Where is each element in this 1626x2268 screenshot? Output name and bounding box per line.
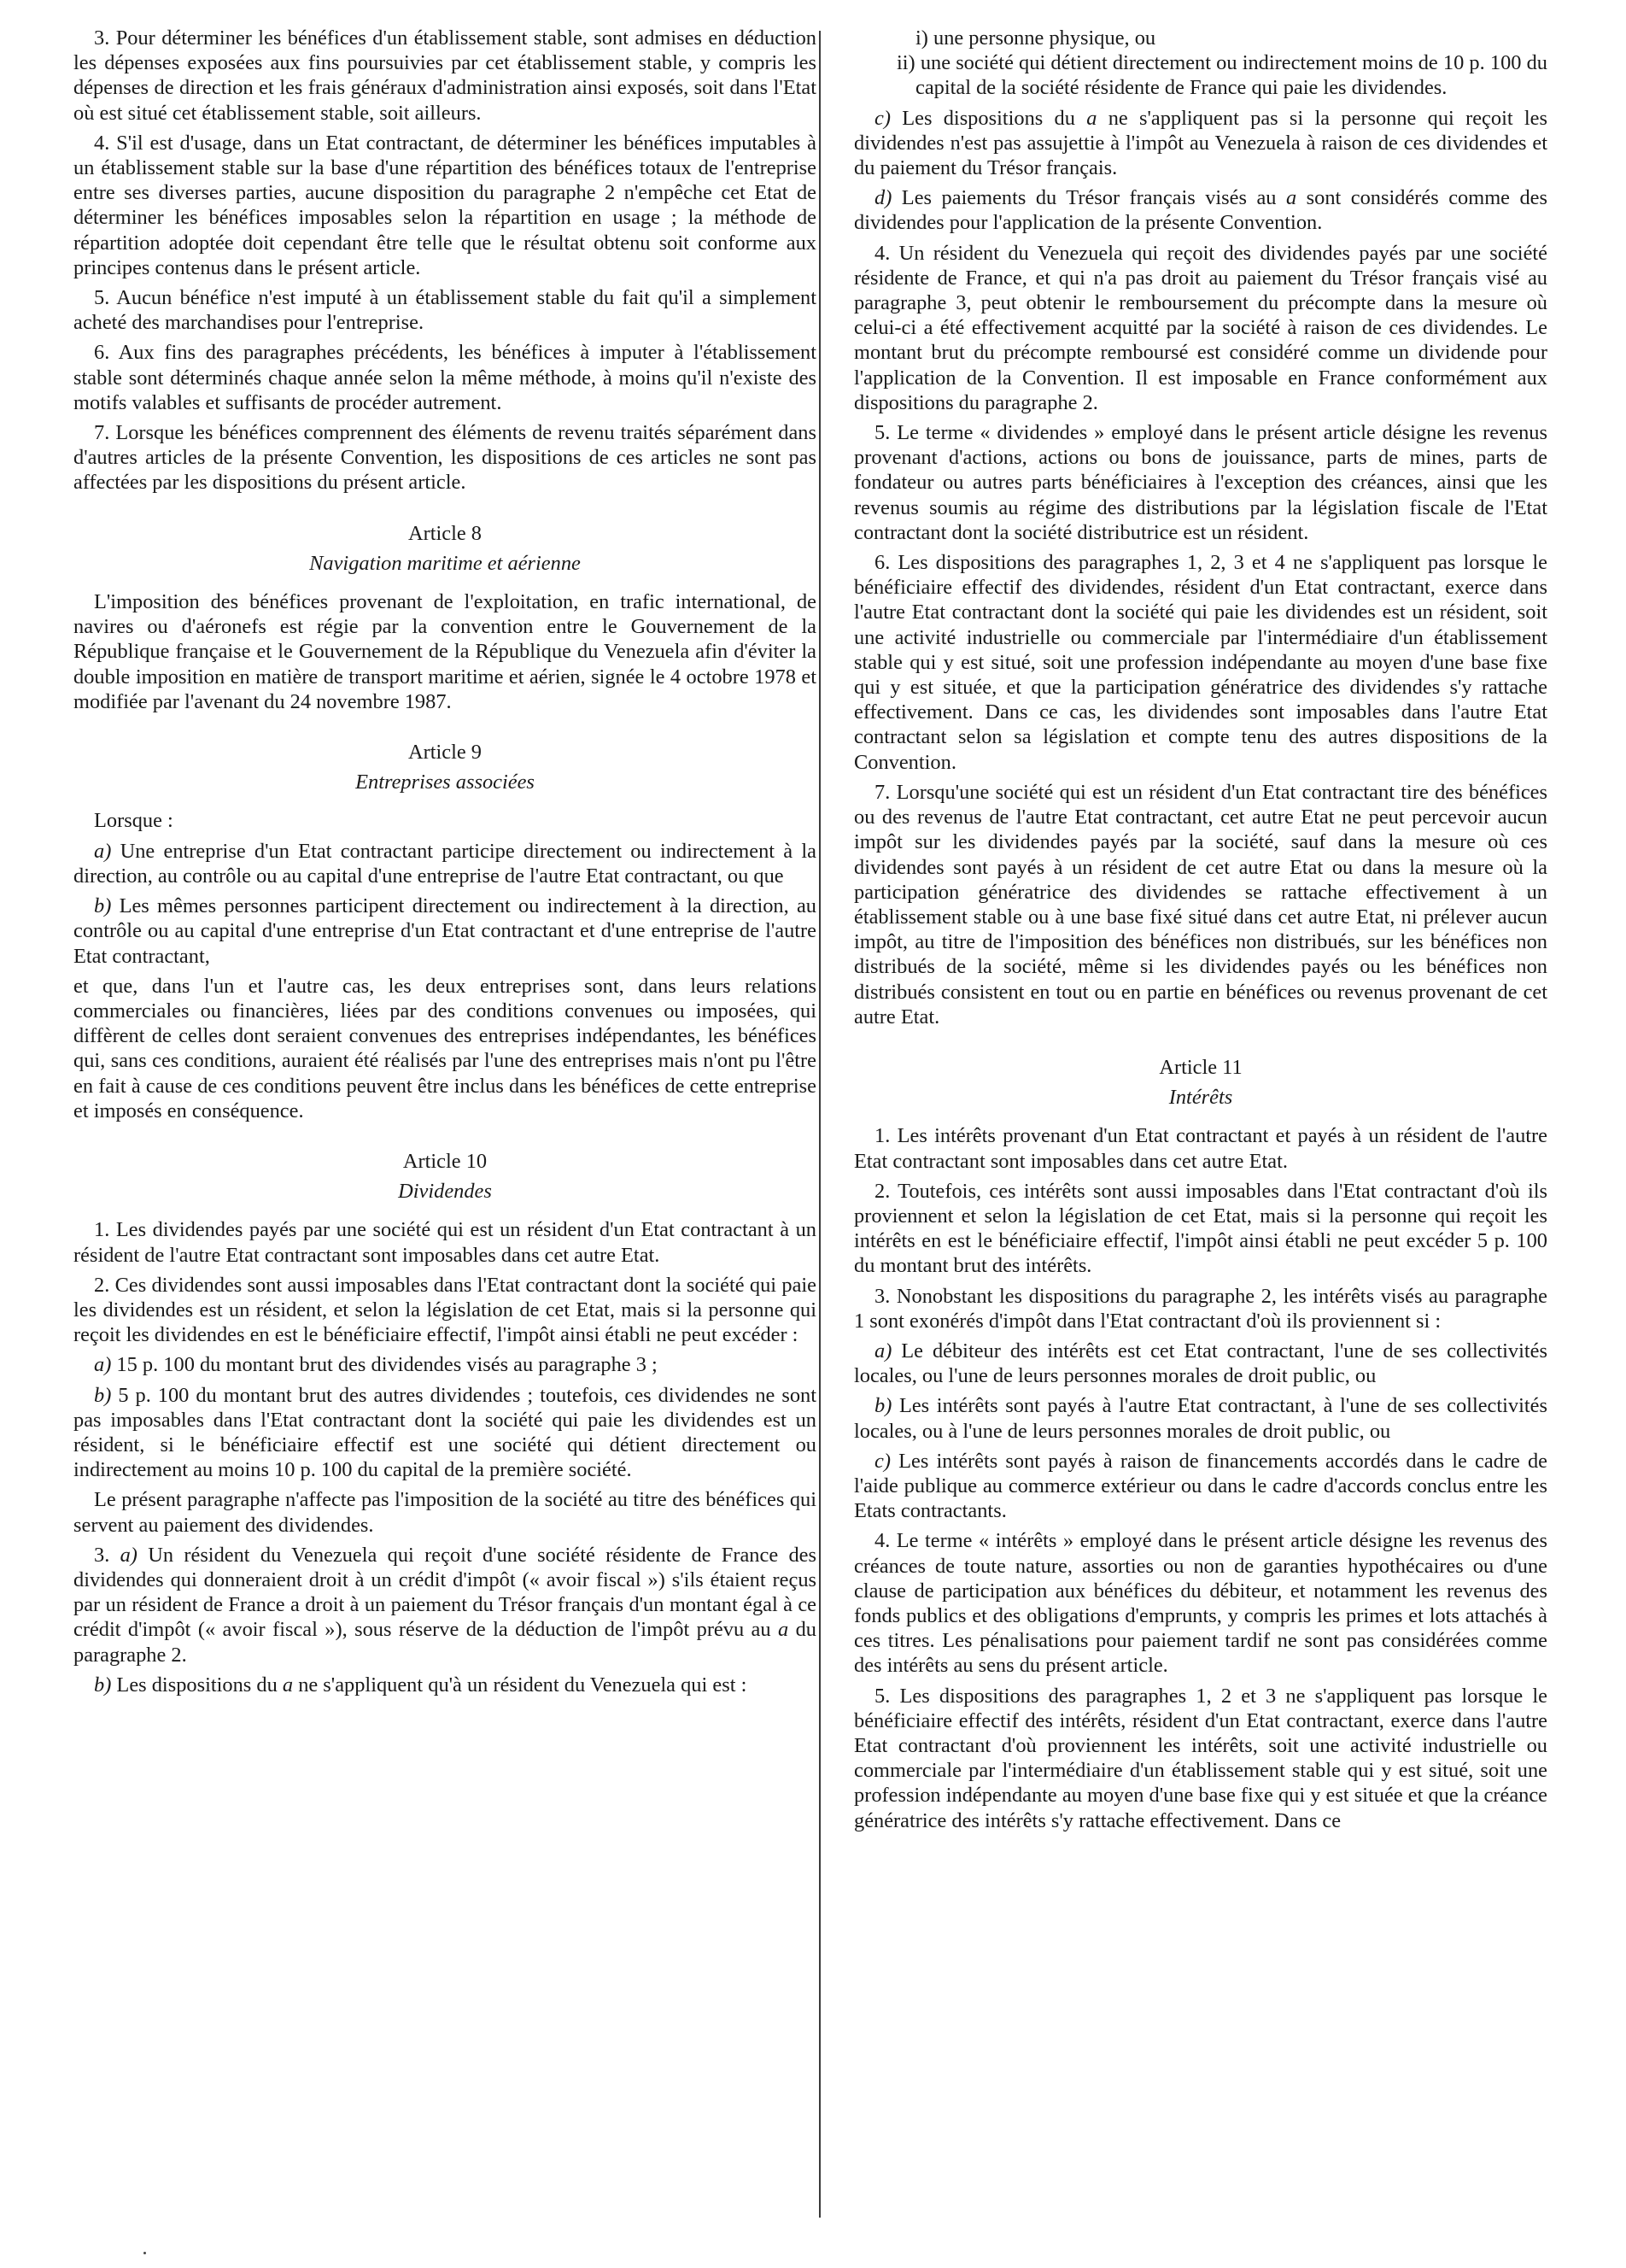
- article9-subheading: Entreprises associées: [355, 771, 535, 794]
- article7-paragraph-6: 6. Aux fins des paragraphes précédents, les bénéfices à imputer à l'établissement stable sont déterminés chaque année selon la même méthode, à moins qu'il n'existe des motifs valables et suffisants de procéder autrement.: [73, 341, 816, 414]
- item-text-end: du paragraphe 2.: [73, 1618, 816, 1667]
- item-text: Les intérêts sont payés à raison de financements accordés dans le cadre de l'aide publique au commerce extérieur ou dans le cadre d'accords conclus entre les Etats contractants.: [854, 1449, 1547, 1523]
- item-text-end: sont considérés comme des dividendes pour l'application de la présente Convention.: [854, 186, 1547, 235]
- item-label: a): [874, 1339, 892, 1363]
- article9-item-b: [73, 894, 816, 969]
- article11-paragraph-3b: [854, 1393, 1547, 1443]
- left-column: [73, 26, 816, 1702]
- article9-intro: Lorsque :: [94, 809, 173, 833]
- item-label: b): [874, 1394, 892, 1418]
- article11-subheading: Intérêts: [1168, 1086, 1233, 1110]
- article10-paragraph-3a: [73, 1543, 816, 1667]
- item-ref: a: [1086, 106, 1097, 130]
- article7-paragraph-7: 7. Lorsque les bénéfices comprennent des éléments de revenu traités séparément dans d'autres articles de la présente Convention, les dispositions de ces articles ne sont pas affectées par les dispositions du présent article.: [73, 421, 816, 495]
- item-label: a): [94, 1353, 112, 1377]
- item-number: 3.: [94, 1543, 110, 1567]
- item-text: Une entreprise d'un Etat contractant participe directement ou indirectement à la direction, au contrôle ou au capital d'une entreprise de l'autre Etat contractant, ou que: [73, 839, 816, 888]
- article9-conclusion: et que, dans l'un et l'autre cas, les deux entreprises sont, dans leurs relations commerciales ou financières, liées par des conditions convenues ou imposées, qui diffèrent de celles dont seraient convenues des entreprises indépendantes, les bénéfices qui, sans ces conditions, auraient été réalisés par l'une des entreprises mais n'ont pu l'être en fait à cause de ces conditions peuvent être inclus dans les bénéfices de cette entreprise et imposés en conséquence.: [73, 974, 816, 1122]
- article10-paragraph-2-end: Le présent paragraphe n'affecte pas l'imposition de la société au titre des bénéfices qui servent au paiement des dividendes.: [73, 1488, 816, 1537]
- article11-paragraph-5: 5. Les dispositions des paragraphes 1, 2 et 3 ne s'appliquent pas lorsque le bénéficiaire effectif des intérêts, résident d'un Etat contractant, exerce dans l'autre Etat contractant d'où proviennent les intérêts, soit une activité industrielle ou commerciale par l'intermédiaire d'un établissement stable qui y est situé, soit une profession indépendante au moyen d'une base fixe qui y est située et que la créance génératrice des intérêts s'y rattache effectivement. Dans ce: [854, 1684, 1547, 1832]
- article11-heading: Article 11: [1159, 1055, 1243, 1079]
- article10-paragraph-4: 4. Un résident du Venezuela qui reçoit des dividendes payés par une société résidente de France, et qui n'a pas droit au paiement du Trésor français visé au paragraphe 3, peut obtenir le remboursement du précompte dans la mesure où celui-ci a été effectivement acquitté par la société à raison de ces dividendes. Le montant brut du précompte remboursé est considéré comme un dividende pour l'application de la Convention. Il est imposable en France conformément aux dispositions du paragraphe 2.: [854, 241, 1547, 414]
- article7-paragraph-3: 3. Pour déterminer les bénéfices d'un établissement stable, sont admises en déduction les dépenses exposées aux fins poursuivies par cet établissement stable, y compris les dépenses de direction et les frais généraux d'administration ainsi exposés, soit dans l'Etat où est situé cet établissement stable, soit ailleurs.: [73, 26, 816, 125]
- article11-paragraph-3: 3. Nonobstant les dispositions du paragraphe 2, les intérêts visés au paragraphe 1 sont exonérés d'impôt dans l'Etat contractant d'où ils proviennent si :: [854, 1284, 1547, 1333]
- item-text: 5 p. 100 du montant brut des autres dividendes ; toutefois, ces dividendes ne sont pas imposables dans l'Etat contractant dont la société qui paie les dividendes est un résident, si le bénéficiaire effectif est une société qui détient directement ou indirectement au moins 10 p. 100 du capital de la première société.: [73, 1383, 816, 1482]
- column-divider: [819, 31, 821, 2218]
- article10-paragraph-5: 5. Le terme « dividendes » employé dans le présent article désigne les revenus provenant d'actions, actions ou bons de jouissance, parts de mines, parts de fondateur ou autres parts bénéficiaires à l'exception des créances, ainsi que les revenus soumis au régime des distributions par la législation fiscale de l'Etat contractant dont la société distributrice est un résident.: [854, 421, 1547, 544]
- article11-paragraph-1: 1. Les intérêts provenant d'un Etat contractant et payés à un résident de l'autre Etat contractant sont imposables dans cet autre Etat.: [854, 1124, 1547, 1173]
- item-text: Un résident du Venezuela qui reçoit d'une société résidente de France des dividendes qui donneraient droit à un crédit d'impôt (« avoir fiscal ») s'ils étaient reçus par un résident de France a droit à un paiement du Trésor français d'un montant égal à ce crédit d'impôt (« avoir fiscal »), sous réserve de la déduction de l'impôt prévu au: [73, 1543, 816, 1642]
- item-text: Le débiteur des intérêts est cet Etat contractant, l'une de ses collectivités locales, ou l'une de leurs personnes morales de droit public, ou: [854, 1339, 1547, 1388]
- item-text-end: ne s'appliquent pas si la personne qui reçoit les dividendes n'est pas assujettie à l'impôt au Venezuela à raison de ces dividendes et du paiement du Trésor français.: [854, 106, 1547, 180]
- article8-subheading: Navigation maritime et aérienne: [309, 551, 581, 575]
- scan-speck: [143, 2252, 146, 2254]
- article8-heading: Article 8: [407, 521, 482, 545]
- article10-paragraph-2b: [73, 1383, 816, 1483]
- item-label: a): [94, 839, 112, 863]
- item-text: Les mêmes personnes participent directement ou indirectement à la direction, au contrôle ou au capital d'une entreprise d'un Etat contractant et d'une entreprise de l'autre Etat contractant,: [73, 894, 816, 968]
- article7-paragraph-4: 4. S'il est d'usage, dans un Etat contractant, de déterminer les bénéfices imputables à un établissement stable sur la base d'une répartition des bénéfices totaux de l'entreprise entre ses diverses parties, aucune disposition du paragraphe 2 n'empêche cet Etat de déterminer les bénéfices imposables selon la répartition en usage ; la méthode de répartition adoptée doit cependant être telle que le résultat obtenu soit conforme aux principes contenus dans le présent article.: [73, 131, 816, 279]
- article7-paragraph-5: 5. Aucun bénéfice n'est imputé à un établissement stable du fait qu'il a simplement acheté des marchandises pour l'entreprise.: [73, 286, 816, 335]
- article11-paragraph-4: 4. Le terme « intérêts » employé dans le présent article désigne les revenus des créances de toute nature, assorties ou non de garanties hypothécaires ou d'une clause de participation aux bénéfices du débiteur, et notamment les revenus des fonds publics et des obligations d'emprunts, y compris les primes et lots attachés à ces titres. Les pénalisations pour paiement tardif ne sont pas considérées comme des intérêts au sens du présent article.: [854, 1529, 1547, 1678]
- item-label: b): [94, 894, 112, 918]
- item-text: Les intérêts sont payés à l'autre Etat contractant, à l'une de ses collectivités locales, ou à l'une de leurs personnes morales de droit public, ou: [854, 1394, 1547, 1443]
- item-text-end: ne s'appliquent qu'à un résident du Venezuela qui est :: [293, 1673, 747, 1697]
- item-label: a): [120, 1543, 137, 1567]
- article9-item-a: [73, 839, 816, 888]
- article11-paragraph-3c: [854, 1449, 1547, 1524]
- article10-paragraph-6: 6. Les dispositions des paragraphes 1, 2, 3 et 4 ne s'appliquent pas lorsque le bénéficiaire effectif des dividendes, résident d'un Etat contractant, exerce dans l'autre Etat contractant dont la société qui paie les dividendes est un résident, soit une activité industrielle ou commerciale par l'intermédiaire d'un établissement stable qui y est situé, soit une profession indépendante au moyen d'une base fixe qui y est située, et que la participation génératrice des dividendes s'y rattache effectivement. Dans ce cas, les dividendes sont imposables dans l'autre Etat contractant selon sa législation et compte tenu des autres dispositions de la Convention.: [854, 551, 1547, 774]
- article10-paragraph-2: 2. Ces dividendes sont aussi imposables dans l'Etat contractant dont la société qui paie les dividendes est un résident, et selon la législation de cet Etat, mais si la personne qui reçoit les dividendes en est le bénéficiaire effectif, l'impôt ainsi établi ne peut excéder :: [73, 1273, 816, 1347]
- article10-subheading: Dividendes: [398, 1180, 492, 1204]
- article11-paragraph-3a: [854, 1339, 1547, 1388]
- item-label: d): [874, 186, 892, 210]
- article11-paragraph-2: 2. Toutefois, ces intérêts sont aussi imposables dans l'Etat contractant d'où ils proviennent et selon la législation de cet Etat, mais si la personne qui reçoit les intérêts en est le bénéficiaire effectif, l'impôt ainsi établi ne peut excéder 5 p. 100 du montant brut des intérêts.: [854, 1179, 1547, 1278]
- item-text: 15 p. 100 du montant brut des dividendes visés au paragraphe 3 ;: [111, 1353, 658, 1377]
- item-text: Les dispositions du: [111, 1673, 283, 1697]
- article10-paragraph-1: 1. Les dividendes payés par une société qui est un résident d'un Etat contractant à un résident de l'autre Etat contractant sont imposables dans cet autre Etat.: [73, 1218, 816, 1267]
- item-label: c): [874, 1449, 891, 1473]
- article10-paragraph-3c: [854, 106, 1547, 181]
- article10-item-i: i) une personne physique, ou: [915, 26, 1156, 50]
- item-text: Les dispositions du: [890, 106, 1087, 130]
- article10-paragraph-2a: [73, 1352, 816, 1377]
- article10-paragraph-3d: [854, 185, 1547, 235]
- item-text: Les paiements du Trésor français visés au: [892, 186, 1286, 210]
- right-column: [854, 26, 1547, 1838]
- item-label: c): [874, 106, 891, 130]
- article10-heading: Article 10: [402, 1149, 488, 1173]
- item-ref: a: [1285, 186, 1297, 210]
- article10-item-ii: ii) une société qui détient directement ou indirectement moins de 10 p. 100 du capital de la société résidente de France qui paie les dividendes.: [897, 51, 1547, 100]
- article9-heading: Article 9: [407, 741, 482, 765]
- item-label: b): [94, 1673, 112, 1697]
- article10-paragraph-3b: [73, 1673, 816, 1697]
- article8-paragraph: L'imposition des bénéfices provenant de l'exploitation, en trafic international, de navires ou d'aéronefs est régie par la convention entre le Gouvernement de la République française et le Gouvernement de la République du Venezuela afin d'éviter la double imposition en matière de transport maritime et aérien, signée le 4 octobre 1978 et modifiée par l'avenant du 24 novembre 1987.: [73, 590, 816, 713]
- item-label: b): [94, 1383, 112, 1407]
- item-ref: a: [777, 1618, 789, 1642]
- item-ref: a: [282, 1673, 294, 1697]
- article10-paragraph-7: 7. Lorsqu'une société qui est un résident d'un Etat contractant tire des bénéfices ou des revenus de l'autre Etat contractant, cet autre Etat ne peut percevoir aucun impôt sur les dividendes payés par la société, sauf dans la mesure où ces dividendes sont payés à un résident de cet autre Etat ou dans la mesure où la participation génératrice des dividendes se rattache effectivement à un établissement stable ou à une base fixé situé dans cet autre Etat, ni prélever aucun impôt, au titre de l'imposition des bénéfices non distribués, sur les bénéfices non distribués de la société, même si les dividendes payés ou les bénéfices non distribués consistent en tout ou en partie en bénéfices ou revenus provenant de cet autre Etat.: [854, 780, 1547, 1029]
